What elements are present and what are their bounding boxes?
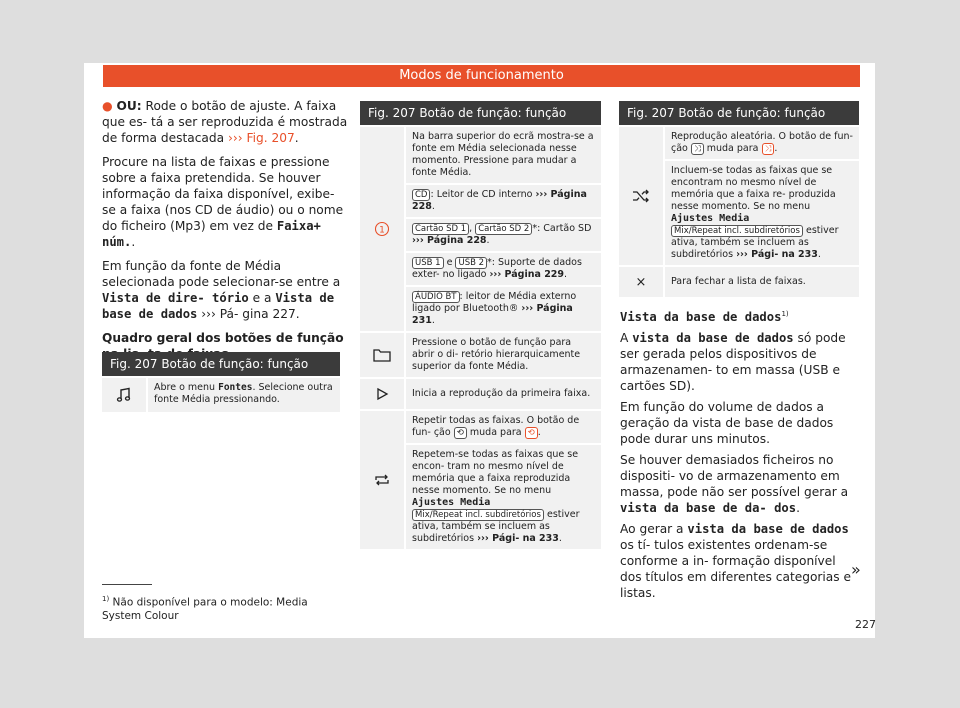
table-row-shuffle	[619, 125, 859, 265]
table-right	[619, 101, 859, 297]
footnote: $^{1)}$ Não disponível para o modelo: Media System Colour	[102, 595, 308, 622]
sd2-key: Cartão SD 2	[475, 223, 532, 235]
chapter-header: Modos de funcionamento	[103, 65, 860, 87]
subheading: Vista da base de dados$^{1)}$	[620, 310, 789, 325]
table-row-play	[360, 377, 601, 409]
table-row-repeat	[360, 409, 601, 549]
callout-marker	[360, 127, 404, 331]
repeat-active-key-icon: ⟲	[525, 427, 538, 439]
left-column	[102, 98, 348, 362]
right-column: Vista da base de dados$^{1)}$ A vista da base de dados só pode ser gerada pelos dispositivos de armazenamen- to em massa (USB e cartões SD). Em função do volume de dados a geração da vista de base de dados pode durar uns minutos. Se houver demasiados ficheiros no dispositi- vo de armazenamento em massa, pode não ser possível gerar a vista da base de da- dos. Ao gerar a vista da base de dados os tí- tulos existentes ordenam-se conforme a in- formação disponível dos títulos em diferentes categorias e listas.	[620, 306, 860, 606]
table-row-folder	[360, 331, 601, 377]
shuffle-icon	[619, 127, 663, 265]
section-heading: Quadro geral dos botões de função	[102, 331, 344, 345]
cd-key: CD	[412, 189, 430, 201]
row-text: Para fechar a lista de faixas.	[663, 267, 859, 297]
paragraph-view: Em função da fonte de Média selecionada pode selecionar-se entre a Vista de dire- tório e a Vista de base de dados ››› Pá- gina 227.	[102, 259, 341, 321]
music-note-icon	[102, 378, 146, 412]
shuffle-key-icon: ⤨	[691, 143, 704, 155]
page-number: 227	[855, 618, 876, 631]
row-text: Abre o menu Fontes. Selecione outra fonte Média pressionando.	[146, 378, 340, 412]
table-row-source	[360, 125, 601, 331]
paragraph-search: Procure na lista de faixas e pressione sobre a faixa pretendida. Se houver informação da faixa disponível, exibe-se a faixa (nos CD de áudio) ou o nome do ficheiro (Mp3) em vez de Faixa+ núm..	[102, 155, 344, 249]
usb2-key: USB 2	[455, 257, 487, 269]
mix-repeat-key: Mix/Repeat incl. subdiretórios	[412, 509, 544, 521]
play-icon	[360, 379, 404, 409]
table-title: Fig. 207 Botão de função: função	[102, 352, 340, 376]
continue-marker: »	[851, 560, 861, 579]
sd1-key: Cartão SD 1	[412, 223, 469, 235]
table-row-close	[619, 265, 859, 297]
bt-key: ÁUDIO BT	[412, 291, 460, 303]
svg-text:1: 1	[379, 225, 385, 236]
row-text: Pressione o botão de função para abrir o di- retório hierarquicamente superior da fonte Média.	[404, 333, 601, 377]
table-title: Fig. 207 Botão de função: função	[619, 101, 859, 125]
row-text: Na barra superior do ecrã mostra-se a fonte em Média selecionada nesse momento. Pressione para mudar a fonte Média. CD : Leitor de CD interno ››› Página 228. Cartão SD 1 , Cartão SD 2 *: Cartão SD ››› Página 228. USB 1 e USB 2 *: Suporte de dados exter- no ligado ››› Página 229. ÁUDIO BT : leitor de Média externo ligado por Bluetooth® ››› Página 231.	[404, 127, 601, 331]
folder-up-icon	[360, 333, 404, 377]
mix-repeat-key: Mix/Repeat incl. subdiretórios	[671, 225, 803, 237]
usb1-key: USB 1	[412, 257, 444, 269]
close-icon: ×	[635, 274, 647, 290]
repeat-key-icon: ⟲	[454, 427, 467, 439]
table-title: Fig. 207 Botão de função: função	[360, 101, 601, 125]
table-mid	[360, 101, 601, 549]
repeat-icon	[360, 411, 404, 549]
table-row	[102, 376, 340, 412]
row-text: Inicia a reprodução da primeira faixa.	[404, 379, 601, 409]
row-text: Reprodução aleatória. O botão de fun- ção ⤨ muda para ⤨ . Incluem-se todas as faixas que se encontram no mesmo nível de memória que a faixa re- produzida nesse momento. Se no menu Ajustes Media Mix/Repeat incl. subdiretórios estiver ativa, também se incluem as subdiretórios ››› Pági- na 233.	[663, 127, 859, 265]
shuffle-active-key-icon: ⤨	[762, 143, 775, 155]
row-text: Repetir todas as faixas. O botão de fun- ção ⟲ muda para ⟲ . Repetem-se todas as faixas que se encon- tram no mesmo nível de memória que a faixa reproduzida nesse momento. Se no menu Ajustes Media Mix/Repeat incl. subdiretórios estiver ativa, também se incluem as subdiretórios ››› Pági- na 233.	[404, 411, 601, 549]
footnote-divider	[102, 584, 152, 585]
table-left	[102, 352, 340, 412]
paragraph-ou: ● OU: Rode o botão de ajuste. A faixa que es- tá a ser reproduzida é mostrada de forma destacada ››› Fig. 207.	[102, 99, 348, 145]
